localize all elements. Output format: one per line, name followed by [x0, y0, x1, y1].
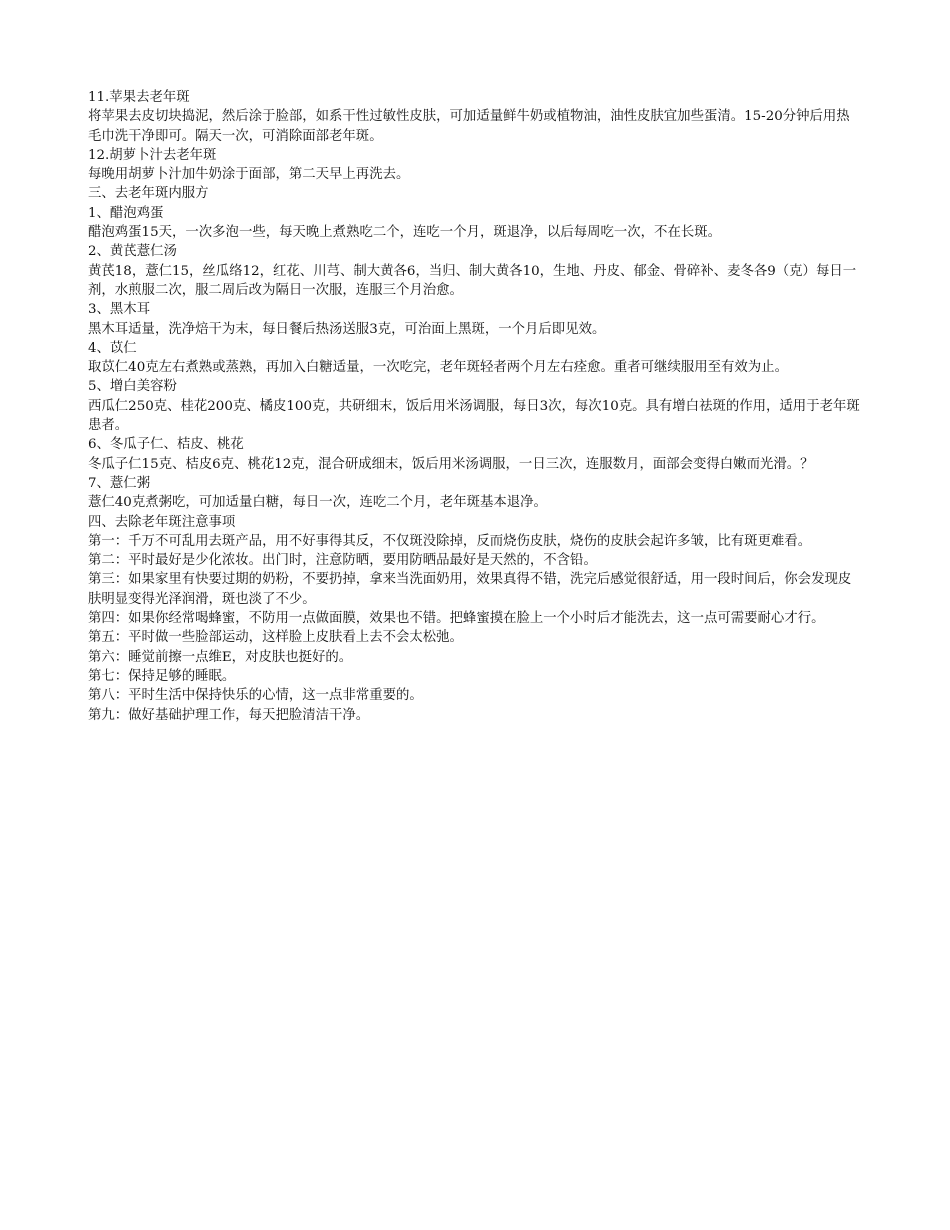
precaution-3: 第三：如果家里有快要过期的奶粉，不要扔掉，拿来当洗面奶用，效果真得不错，洗完后感觉很舒适，用一段时间后，你会发现皮肤明显变得光泽润滑，斑也淡了不少。 [88, 572, 852, 607]
chapter-heading-precautions: 四、去除老年斑注意事项 [88, 514, 236, 530]
document-body [88, 88, 860, 725]
item-heading-whitening-powder: 5、增白美容粉 [88, 379, 177, 395]
paragraph-astragalus: 黄芪18，薏仁15，丝瓜络12，红花、川芎、制大黄各6，当归、制大黄各10，生地、丹皮、郁金、骨碎补、麦冬各9（克）每日一剂，水煎服二次，服二周后改为隔日一次服，连服三个月治愈。 [88, 263, 857, 298]
paragraph-whitening-powder: 西瓜仁250克、桂花200克、橘皮100克，共研细末，饭后用米汤调服，每日3次，每次10克。具有增白祛斑的作用，适用于老年斑患者。 [88, 398, 860, 434]
item-heading-coix-porridge: 7、薏仁粥 [88, 475, 151, 491]
section-heading-apple: 11.苹果去老年斑 [88, 90, 190, 105]
precaution-2: 第二：平时最好是少化浓妆。出门时，注意防晒，要用防晒品最好是天然的，不含铅。 [88, 553, 597, 569]
paragraph-coix: 取苡仁40克左右煮熟或蒸熟，再加入白糖适量，一次吃完，老年斑轻者两个月左右痊愈。重者可继续服用至有效为止。 [88, 360, 788, 376]
item-heading-black-fungus: 3、黑木耳 [88, 302, 151, 318]
precaution-7: 第七：保持足够的睡眠。 [88, 668, 236, 684]
precaution-8: 第八：平时生活中保持快乐的心情，这一点非常重要的。 [88, 688, 423, 704]
precaution-9: 第九：做好基础护理工作，每天把脸清洁干净。 [88, 707, 370, 723]
precaution-5: 第五：平时做一些脸部运动，这样脸上皮肤看上去不会太松弛。 [88, 630, 463, 646]
paragraph-black-fungus: 黑木耳适量，洗净焙干为末，每日餐后热汤送服3克，可治面上黑斑，一个月后即见效。 [88, 321, 606, 337]
precaution-1: 第一：千万不可乱用去斑产品，用不好事得其反，不仅斑没除掉，反而烧伤皮肤，烧伤的皮肤会起许多皱，比有斑更难看。 [88, 533, 812, 549]
item-heading-vinegar-egg: 1、醋泡鸡蛋 [88, 205, 164, 221]
item-heading-astragalus: 2、黄芪薏仁汤 [88, 244, 177, 260]
precaution-4: 第四：如果你经常喝蜂蜜，不防用一点做面膜，效果也不错。把蜂蜜摸在脸上一个小时后才能洗去，这一点可需要耐心才行。 [88, 611, 825, 627]
item-heading-wax-gourd: 6、冬瓜子仁、桔皮、桃花 [88, 437, 244, 453]
paragraph-coix-porridge: 薏仁40克煮粥吃，可加适量白糖，每日一次，连吃二个月，老年斑基本退净。 [88, 495, 547, 511]
paragraph-wax-gourd: 冬瓜子仁15克、桔皮6克、桃花12克，混合研成细末，饭后用米汤调服，一日三次，连服数月，面部会变得白嫩而光滑。？ [88, 456, 814, 472]
chapter-heading-internal: 三、去老年斑内服方 [88, 186, 209, 202]
section-heading-carrot: 12.胡萝卜汁去老年斑 [88, 147, 217, 163]
paragraph-carrot: 每晚用胡萝卜汁加牛奶涂于面部，第二天早上再洗去。 [88, 167, 410, 183]
precaution-6: 第六：睡觉前擦一点维E，对皮肤也挺好的。 [88, 649, 353, 665]
paragraph-vinegar-egg: 醋泡鸡蛋15天，一次多泡一些，每天晚上煮熟吃二个，连吃一个月，斑退净，以后每周吃一次，不在长斑。 [88, 225, 722, 241]
paragraph-apple: 将苹果去皮切块捣泥，然后涂于脸部，如系干性过敏性皮肤，可加适量鲜牛奶或植物油，油性皮肤宜加些蛋清。15-20分钟后用热毛巾洗干净即可。隔天一次，可消除面部老年斑。 [88, 109, 850, 144]
item-heading-coix: 4、苡仁 [88, 340, 137, 356]
